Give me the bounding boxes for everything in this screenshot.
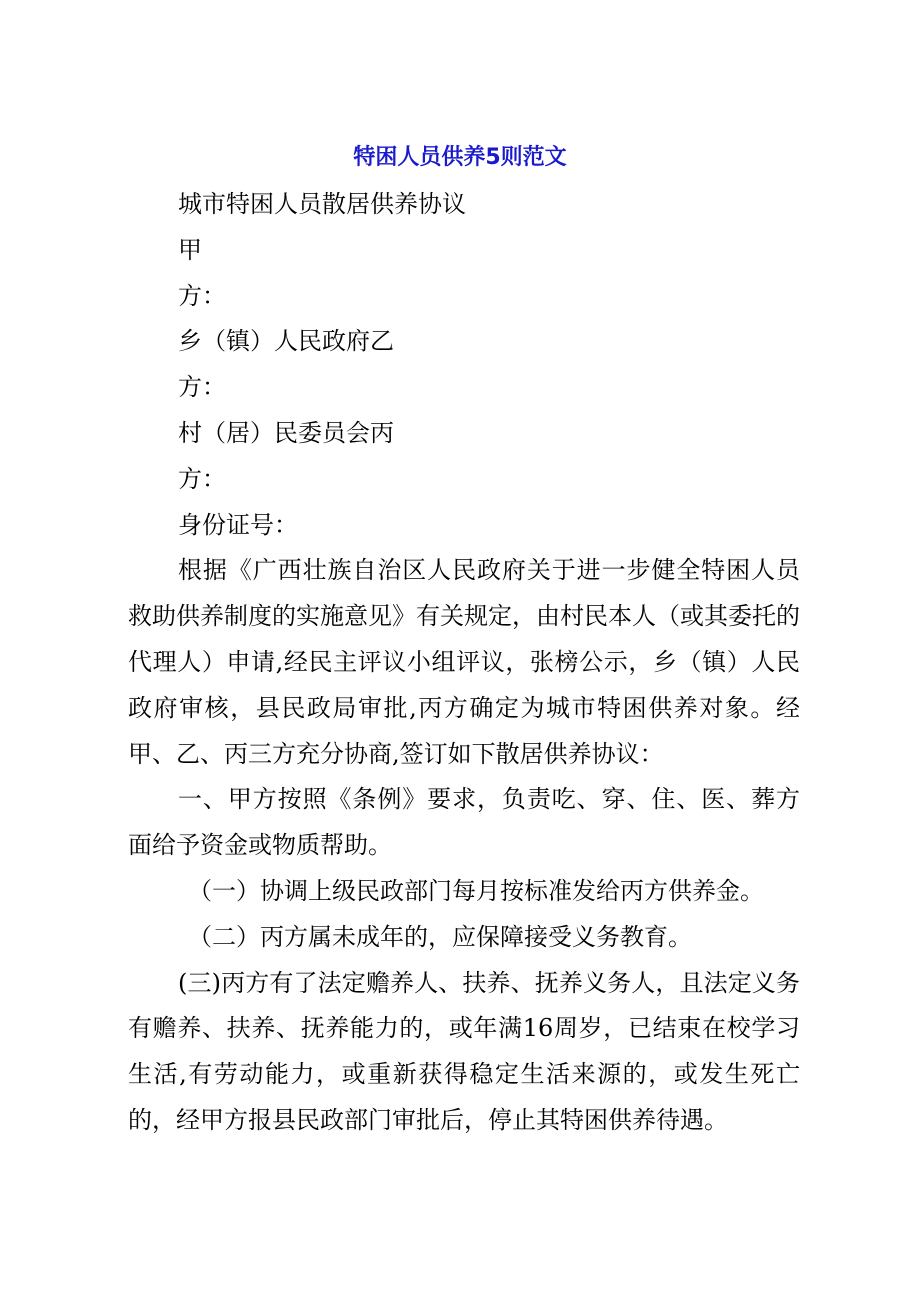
party-a-fang-label: 方： [178,281,226,310]
village-line: 村（居）民委员会丙 [178,418,394,447]
party-b-fang-label: 方： [178,373,226,402]
document-title: 特困人员供养5则范文 [353,145,567,170]
party-a-label: 甲 [178,235,202,264]
paragraph-clause-1-3: (三)丙方有了法定赡养人、扶养、抚养义务人，且法定义务有赡养、扶养、抚养能力的，或年满16周岁，已结束在校学习生活,有劳动能力，或重新获得稳定生活来源的，或发生死亡的，经甲方报县民政部门审批后，停止其特困供养待遇。 [128,968,800,1134]
paragraph-clause-1-1: （一）协调上级民政部门每月按标准发给丙方供养金。 [188,876,764,905]
document-body [128,182,800,1144]
party-c-fang-label: 方： [178,464,226,493]
township-line: 乡（镇）人民政府乙 [178,327,394,356]
paragraph-clause-1: 一、甲方按照《条例》要求，负责吃、穿、住、医、葬方面给予资金或物质帮助。 [128,785,800,860]
paragraph-basis: 根据《广西壮族自治区人民政府关于进一步健全特困人员救助供养制度的实施意见》有关规定，由村民本人（或其委托的代理人）申请,经民主评议小组评议，张榜公示，乡（镇）人民政府审核，县民政局审批,丙方确定为城市特困供养对象。经甲、乙、丙三方充分协商,签订如下散居供养协议： [128,556,800,768]
paragraph-clause-1-2: （二）丙方属未成年的，应保障接受义务教育。 [188,922,692,951]
id-number-label: 身份证号： [178,510,298,539]
agreement-heading: 城市特困人员散居供养协议 [178,190,466,218]
